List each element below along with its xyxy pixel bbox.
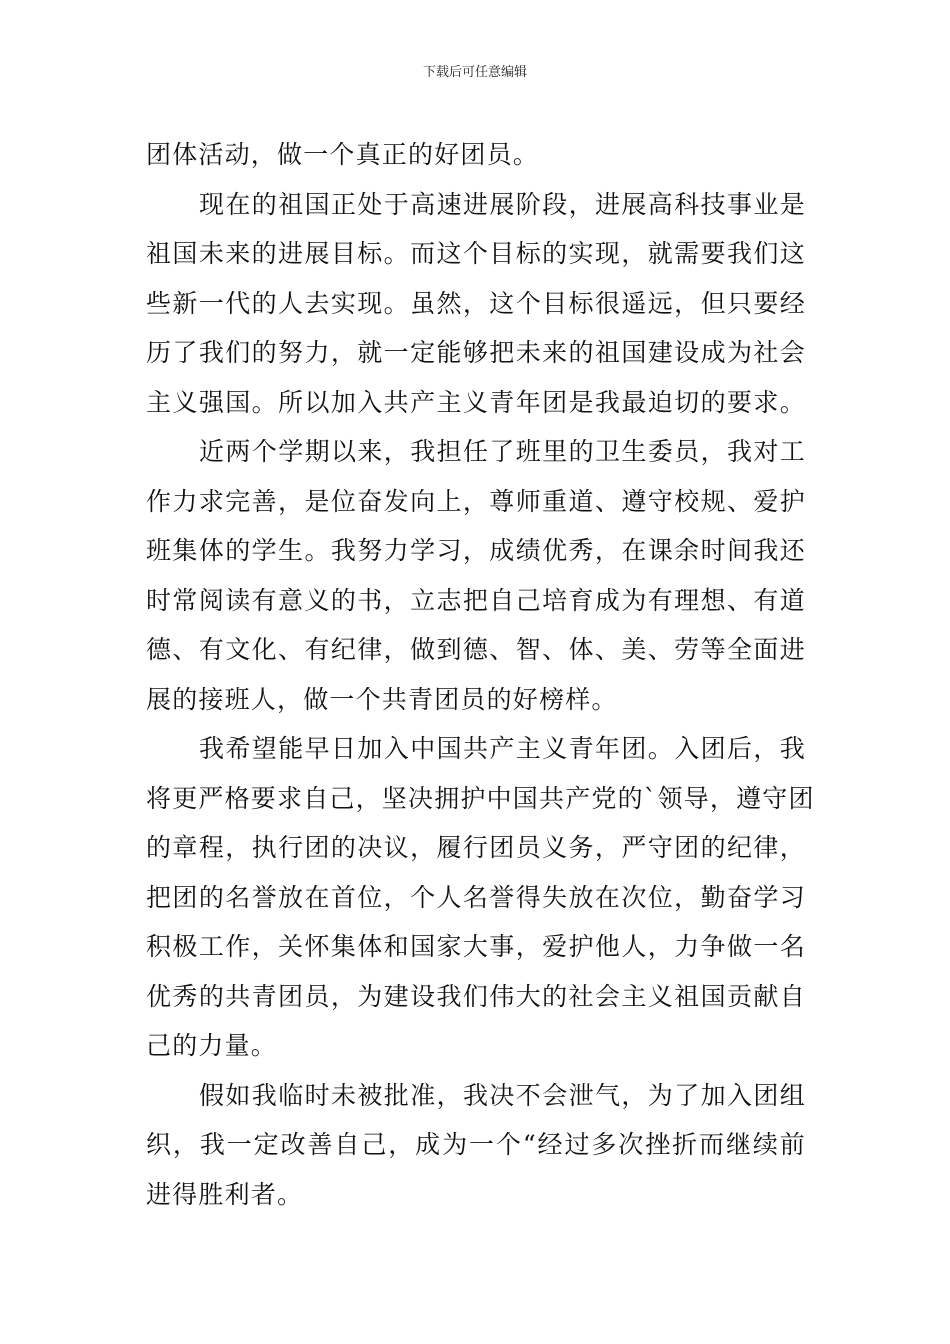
- text-line: 积极工作，关怀集体和国家大事，爱护他人，力争做一名: [146, 932, 806, 961]
- text-line: 祖国未来的进展目标。而这个目标的实现，就需要我们这: [146, 239, 806, 268]
- text-line: 历了我们的努力，就一定能够把未来的祖国建设成为社会: [146, 338, 806, 367]
- text-line: 现在的祖国正处于高速进展阶段，进展高科技事业是: [199, 189, 806, 219]
- text-line: 些新一代的人去实现。虽然，这个目标很遥远，但只要经: [146, 288, 806, 318]
- text-line: 时常阅读有意义的书，立志把自己培育成为有理想、有道: [146, 585, 806, 615]
- text-line: 我希望能早日加入中国共产主义青年团。入团后，我: [199, 734, 806, 763]
- text-line: 将更严格要求自己，坚决拥护中国共产党的`领导，遵守团: [146, 783, 815, 813]
- text-line: 团体活动，做一个真正的好团员。: [146, 140, 540, 169]
- text-line: 织，我一定改善自己，成为一个“经过多次挫折而继续前: [146, 1130, 806, 1159]
- text-line: 主义强国。所以加入共产主义青年团是我最迫切的要求。: [146, 387, 806, 417]
- text-line: 假如我临时未被批准，我决不会泄气，为了加入团组: [199, 1080, 806, 1110]
- text-line: 班集体的学生。我努力学习，成绩优秀，在课余时间我还: [146, 536, 806, 565]
- text-line: 己的力量。: [146, 1031, 278, 1060]
- text-line: 德、有文化、有纪律，做到德、智、体、美、劳等全面进: [146, 635, 806, 664]
- document-body: [146, 130, 815, 1219]
- page-header-note: 下载后可任意编辑: [422, 65, 527, 80]
- text-line: 作力求完善，是位奋发向上，尊师重道、遵守校规、爱护: [146, 486, 806, 516]
- text-line: 把团的名誉放在首位，个人名誉得失放在次位，勤奋学习: [146, 882, 806, 912]
- text-line: 的章程，执行团的决议，履行团员义务，严守团的纪律，: [146, 833, 806, 862]
- text-line: 优秀的共青团员，为建设我们伟大的社会主义祖国贡献自: [146, 981, 806, 1011]
- text-line: 进得胜利者。: [146, 1179, 304, 1209]
- text-line: 展的接班人，做一个共青团员的好榜样。: [146, 684, 618, 714]
- text-line: 近两个学期以来，我担任了班里的卫生委员，我对工: [199, 437, 806, 466]
